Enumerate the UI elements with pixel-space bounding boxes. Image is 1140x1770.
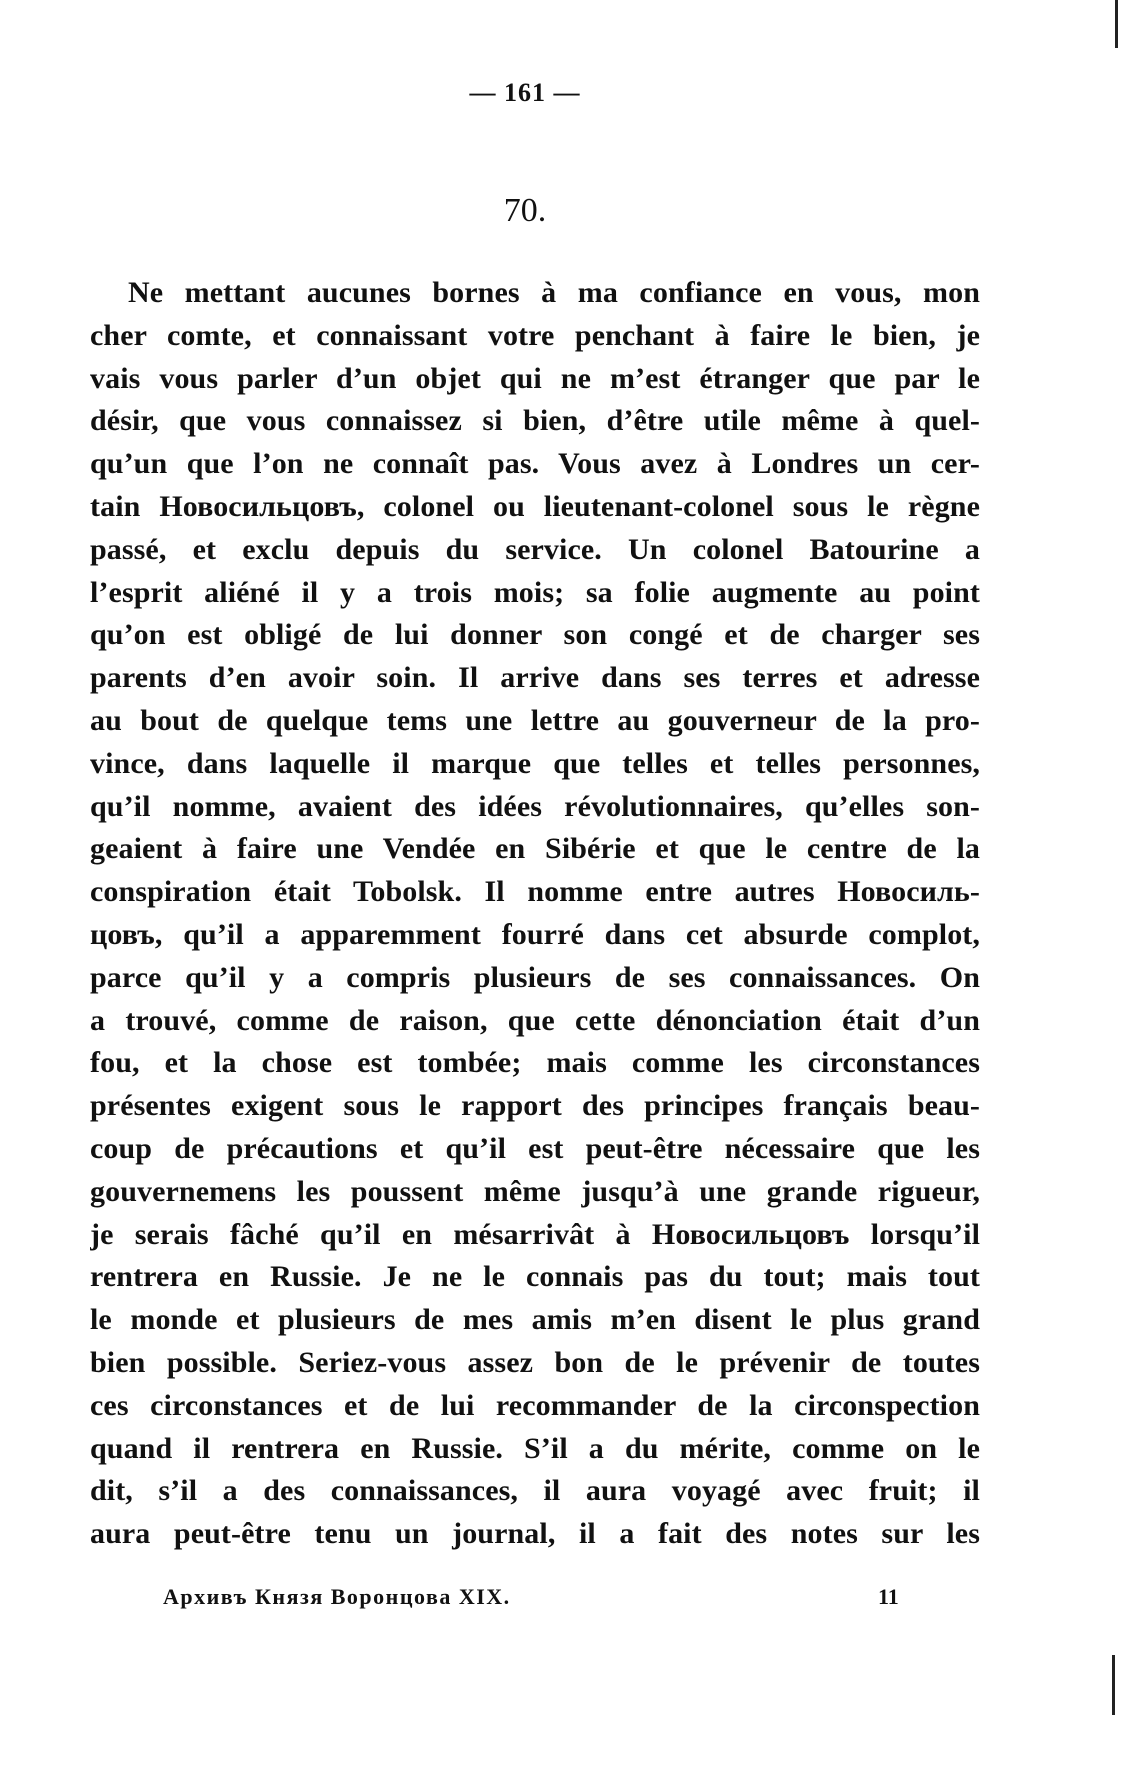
text-line: fou, et la chose est tombée; mais comme les circonstances	[90, 1046, 980, 1080]
text-line: dit, s’il a des connaissances, il aura voyagé avec fruit; il	[90, 1474, 980, 1508]
page-edge-line-bottom	[1112, 1655, 1115, 1715]
text-line: le monde et plusieurs de mes amis m’en disent le plus grand	[90, 1303, 980, 1337]
text-line: tain Новосильцовъ, colonel ou lieutenant-colonel sous le règne	[90, 489, 980, 523]
text-line: passé, et exclu depuis du service. Un colonel Batourine a	[90, 532, 980, 566]
text-line: Ne mettant aucunes bornes à ma confiance en vous, mon	[128, 276, 980, 309]
text-line: quand il rentrera en Russie. S’il a du mérite, comme on le	[90, 1431, 980, 1465]
text-line: aura peut-être tenu un journal, il a fait des notes sur les	[90, 1517, 980, 1551]
text-line: qu’un que l’on ne connaît pas. Vous avez à Londres un cer-	[90, 447, 980, 481]
text-line: présentes exigent sous le rapport des principes français beau-	[90, 1089, 980, 1123]
text-line: bien possible. Seriez-vous assez bon de le prévenir de toutes	[90, 1345, 980, 1379]
text-line: vince, dans laquelle il marque que telles et telles personnes,	[90, 746, 980, 780]
text-line: geaient à faire une Vendée en Sibérie et que le centre de la	[90, 832, 980, 866]
text-line: l’esprit aliéné il y a trois mois; sa folie augmente au point	[90, 575, 980, 609]
text-line: parce qu’il y a compris plusieurs de ses connaissances. On	[90, 960, 980, 994]
footer-signature: Архивъ Князя Воронцова XIX.	[163, 1584, 511, 1609]
text-line: cher comte, et connaissant votre penchant à faire le bien, je	[90, 318, 980, 352]
text-line: désir, que vous connaissez si bien, d’être utile même à quel-	[90, 404, 980, 438]
text-line: coup de précautions et qu’il est peut-être nécessaire que les	[90, 1131, 980, 1165]
text-line: rentrera en Russie. Je ne le connais pas du tout; mais tout	[90, 1260, 980, 1294]
footer-sheet-number: 11	[878, 1584, 899, 1609]
text-line: conspiration était Tobolsk. Il nomme entre autres Новосиль-	[90, 875, 980, 909]
text-line: цовъ, qu’il a apparemment fourré dans cet absurde complot,	[90, 917, 980, 951]
text-line: a trouvé, comme de raison, que cette dénonciation était d’un	[90, 1003, 980, 1037]
page-number: — 161 —	[469, 78, 581, 107]
text-line: parents d’en avoir soin. Il arrive dans ses terres et adresse	[90, 661, 980, 695]
text-line: qu’on est obligé de lui donner son congé et de charger ses	[90, 618, 980, 652]
page-edge-line	[1115, 0, 1118, 48]
section-number: 70.	[503, 192, 547, 229]
text-line: vais vous parler d’un objet qui ne m’est étranger que par le	[90, 361, 980, 395]
text-line: qu’il nomme, avaient des idées révolutionnaires, qu’elles son-	[90, 789, 980, 823]
text-line: au bout de quelque tems une lettre au gouverneur de la pro-	[90, 703, 980, 737]
letter-body	[90, 272, 980, 1556]
text-line: je serais fâché qu’il en mésarrivât à Новосильцовъ lorsqu’il	[90, 1217, 980, 1251]
text-line: gouvernemens les poussent même jusqu’à une grande rigueur,	[90, 1174, 980, 1208]
text-line: ces circonstances et de lui recommander de la circonspection	[90, 1388, 980, 1422]
